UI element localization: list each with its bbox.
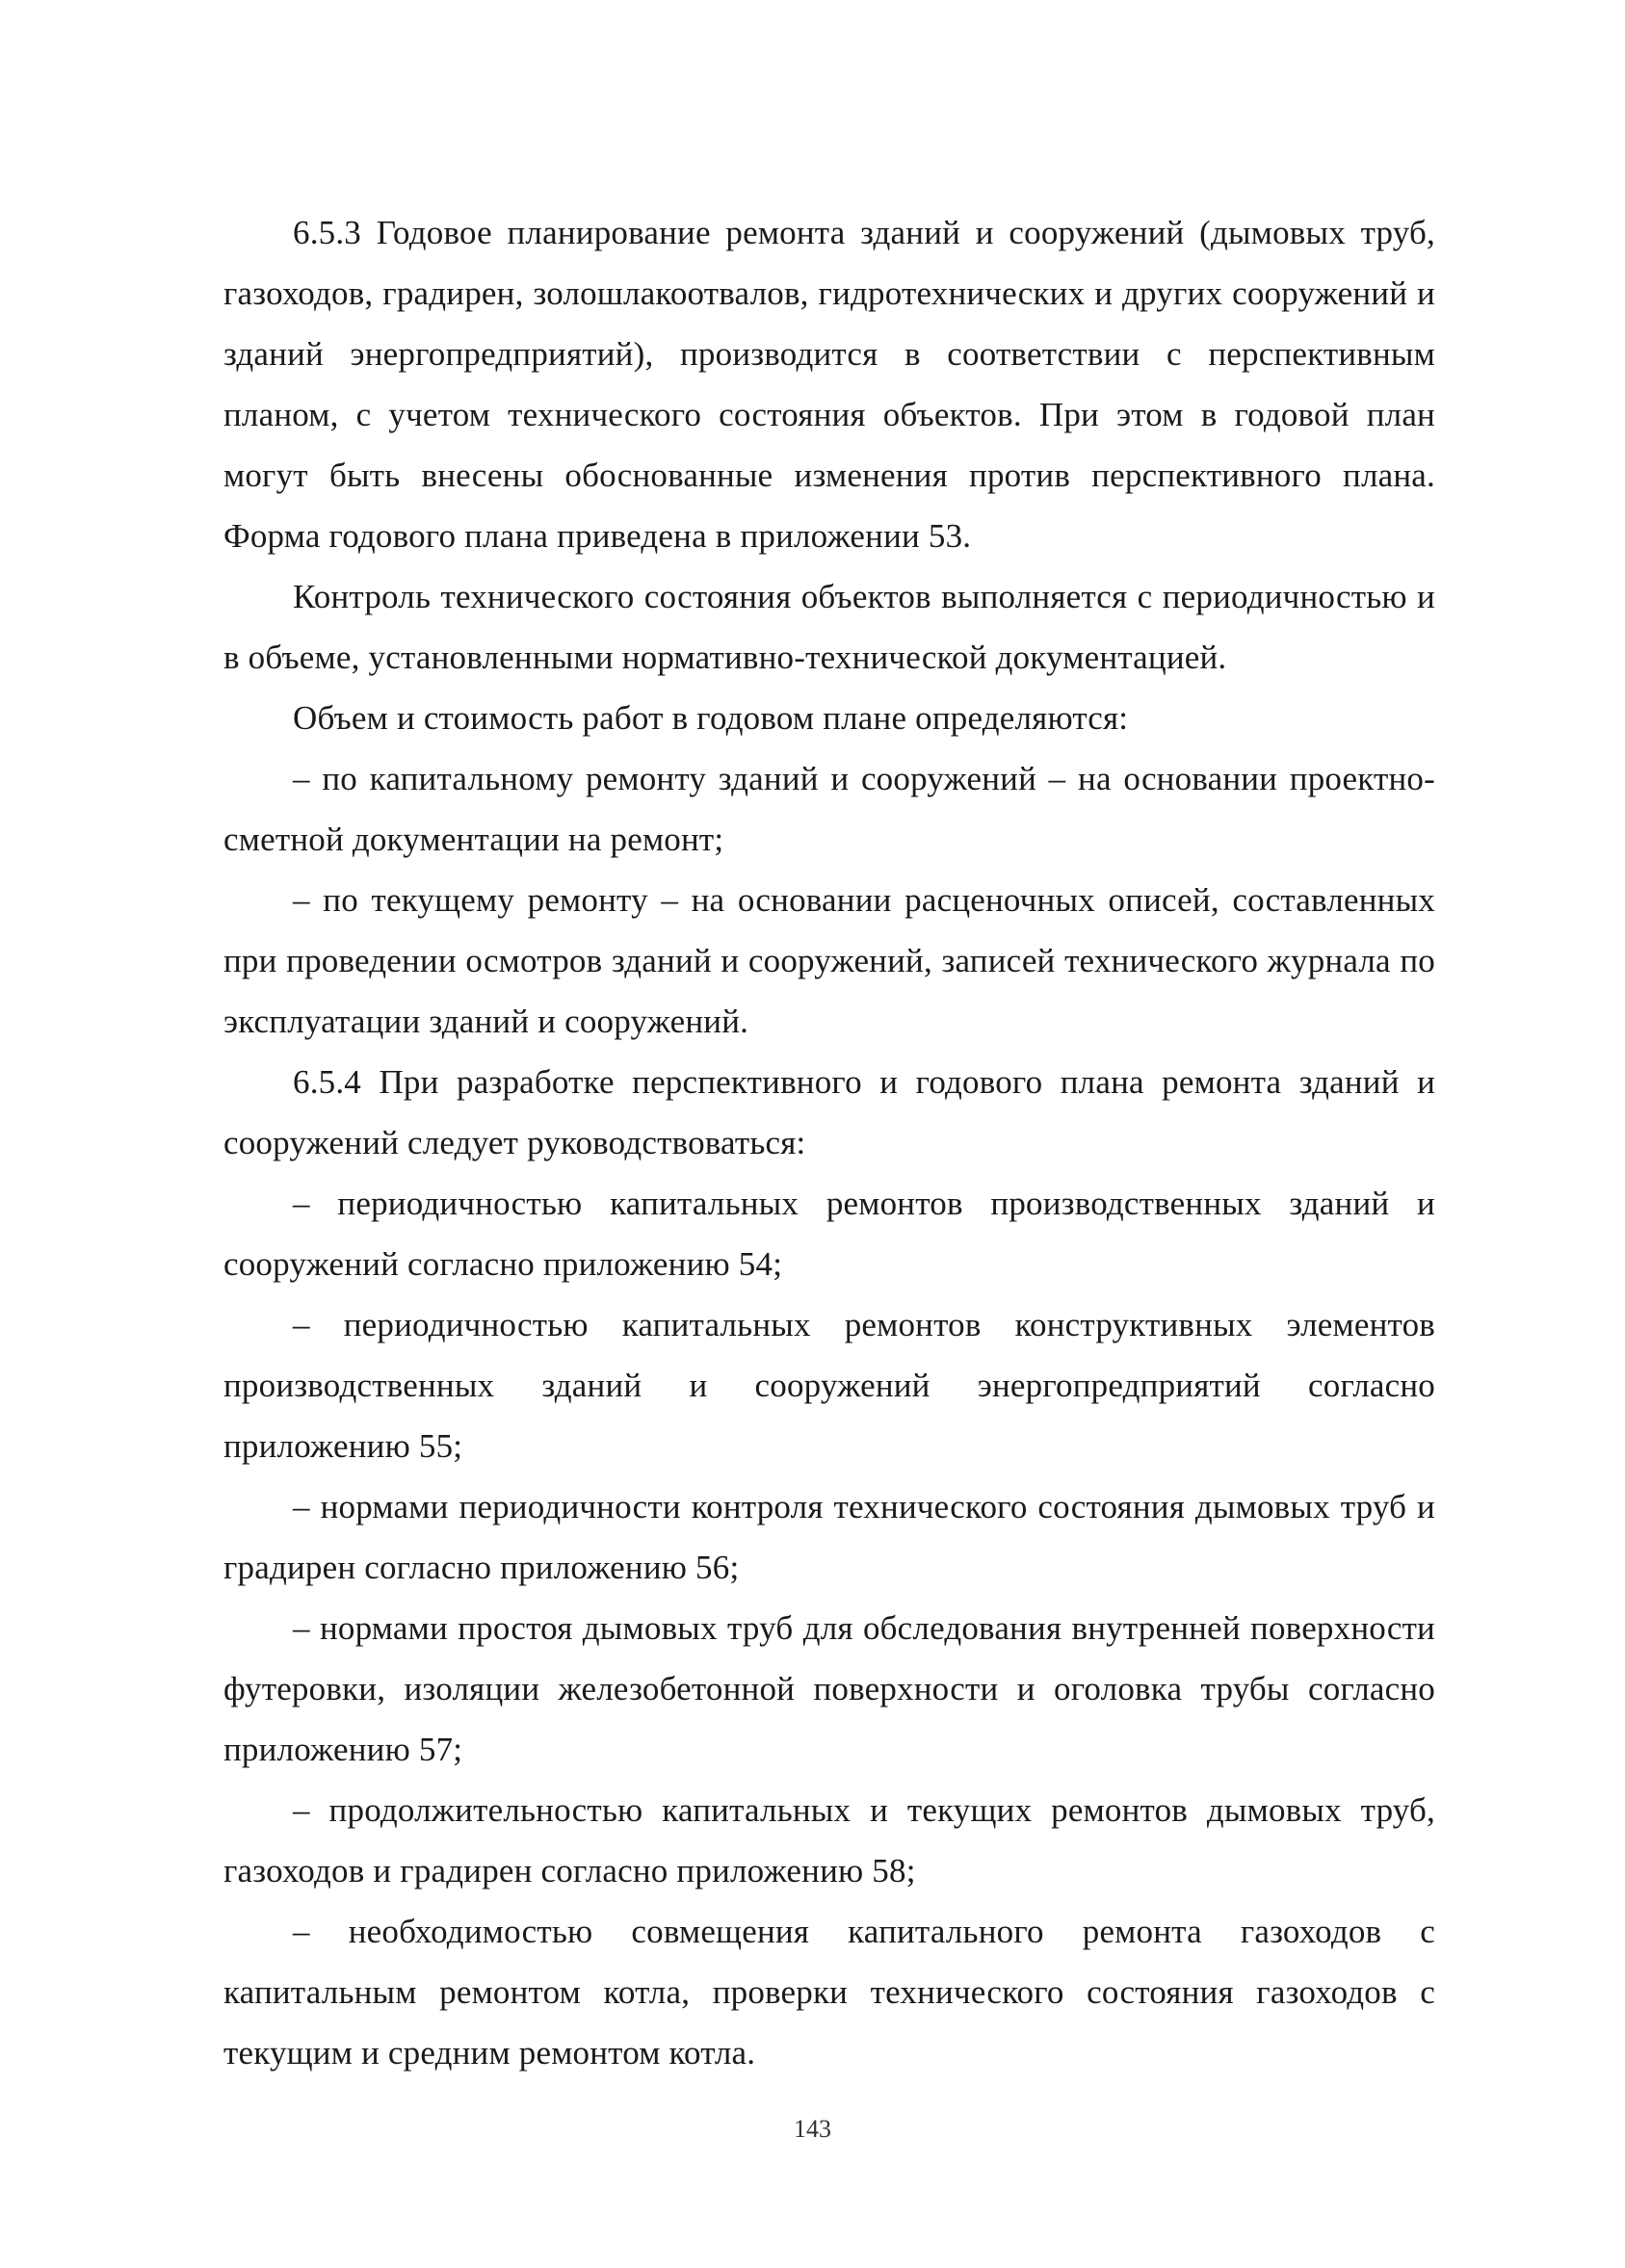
list-item-appendix-57: – нормами простоя дымовых труб для обследования внутренней поверхности футеровки, изоляции железобетонной поверхности и оголовка трубы согласно приложению 57; [223, 1609, 1435, 1768]
list-item-appendix-56: – нормами периодичности контроля технического состояния дымовых труб и градирен согласно приложению 56; [223, 1488, 1435, 1586]
page-body [223, 202, 1435, 2083]
list-item-current-repair: – по текущему ремонту – на основании расценочных описей, составленных при проведении осмотров зданий и сооружений, записей технического журнала по эксплуатации зданий и сооружений. [223, 881, 1435, 1040]
list-item-appendix-54: – периодичностью капитальных ремонтов производственных зданий и сооружений согласно приложению 54; [223, 1185, 1435, 1283]
list-item-appendix-55: – периодичностью капитальных ремонтов конструктивных элементов производственных зданий и сооружений энергопредприятий согласно приложению 55; [223, 1306, 1435, 1465]
list-item-capital-repair: – по капитальному ремонту зданий и сооружений – на основании проектно-сметной документации на ремонт; [223, 760, 1435, 858]
paragraph-control: Контроль технического состояния объектов выполняется с периодичностью и в объеме, установленными нормативно-технической документацией. [223, 578, 1435, 676]
paragraph-6-5-4: 6.5.4 При разработке перспективного и годового плана ремонта зданий и сооружений следует руководствоваться: [223, 1063, 1435, 1161]
list-item-boiler-repair: – необходимостью совмещения капитального ремонта газоходов с капитальным ремонтом котла, проверки технического состояния газоходов с текущим и средним ремонтом котла. [223, 1913, 1435, 2072]
paragraph-6-5-3: 6.5.3 Годовое планирование ремонта зданий и сооружений (дымовых труб, газоходов, градирен, золошлакоотвалов, гидротехнических и других сооружений и зданий энергопредприятий), производится в соответствии с перспективным планом, с учетом технического состояния объектов. При этом в годовой план могут быть внесены обоснованные изменения против перспективного плана. Форма годового плана приведена в приложении 53. [223, 214, 1435, 555]
list-item-appendix-58: – продолжительностью капитальных и текущих ремонтов дымовых труб, газоходов и градирен согласно приложению 58; [223, 1791, 1435, 1890]
page-number: 143 [794, 2115, 831, 2143]
paragraph-volume-cost: Объем и стоимость работ в годовом плане определяются: [293, 699, 1129, 737]
